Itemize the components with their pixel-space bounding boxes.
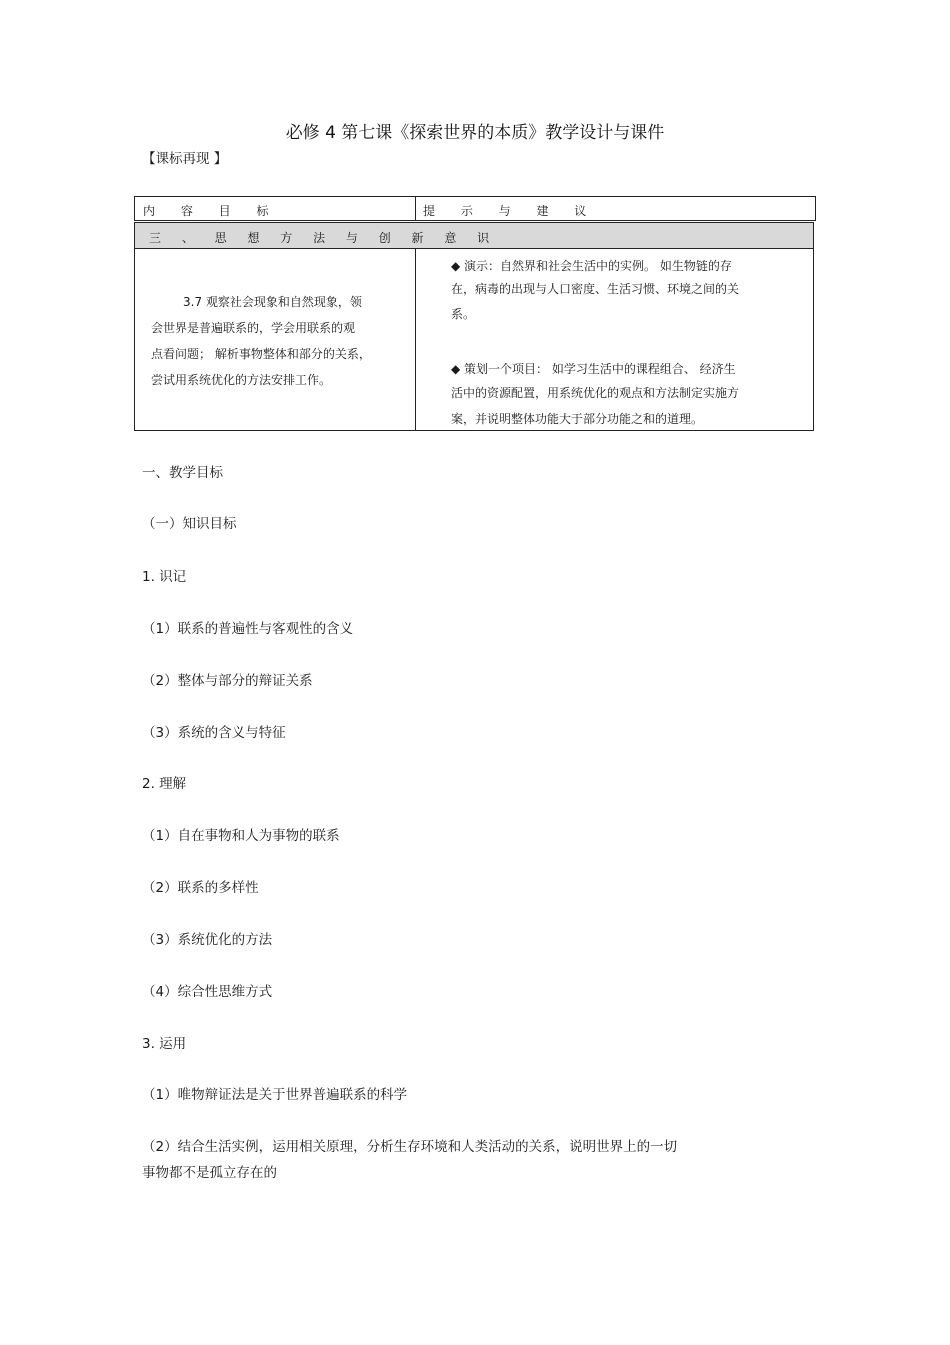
table-cell-line: 活中的资源配置，用系统优化的观点和方法制定实施方 [451,386,740,400]
list-item: （2）联系的多样性 [142,880,259,896]
table-cell-line: 系。 [451,307,476,321]
table-section-title: 三 、 思 想 方 法 与 创 新 意 识 [149,231,498,245]
table-column-divider [415,249,416,430]
list-item: （2）结合生活实例，运用相关原理，分析生存环境和人类活动的关系，说明世界上的一切 [142,1139,678,1155]
table-body-row [134,248,814,431]
table-cell-line: 在，病毒的出现与人口密度、生活习惯、环境之间的关 [451,282,740,296]
subheading-understand: 2. 理解 [142,776,187,792]
section-label-curriculum: 【课标再现 】 [142,151,228,167]
list-item-continuation: 事物都不是孤立存在的 [142,1165,277,1181]
list-item: （4）综合性思维方式 [142,984,273,1000]
subheading-memorize: 1. 识记 [142,569,187,585]
table-cell-line: 3.7 观察社会现象和自然现象，领 [183,295,362,309]
table-column-divider [415,197,416,220]
list-item: （1）自在事物和人为事物的联系 [142,828,340,844]
list-item: （3）系统优化的方法 [142,932,273,948]
heading-teaching-goals: 一、教学目标 [142,465,223,481]
table-header-content-goals: 内 容 目 标 [143,204,280,218]
table-cell-line: ◆ 演示：自然界和社会生活中的实例。 如生物链的存 [451,259,732,273]
subheading-knowledge-goals: （一）知识目标 [142,516,237,532]
list-item: （1）唯物辩证法是关于世界普遍联系的科学 [142,1087,408,1103]
table-header-row [134,196,816,221]
subheading-apply: 3. 运用 [142,1036,187,1052]
document-title: 必修 4 第七课《探索世界的本质》教学设计与课件 [285,123,665,143]
table-cell-line: 案，并说明整体功能大于部分功能之和的道理。 [451,412,704,426]
list-item: （3）系统的含义与特征 [142,725,286,741]
table-cell-line: 点看问题； 解析事物整体和部分的关系， [151,347,371,361]
list-item: （1）联系的普遍性与客观性的含义 [142,621,354,637]
table-section-row [134,222,814,249]
table-cell-line: 尝试用系统优化的方法安排工作。 [151,373,332,387]
table-cell-line: ◆ 策划一个项目： 如学习生活中的课程组合、 经济生 [451,362,736,376]
list-item: （2）整体与部分的辩证关系 [142,673,313,689]
table-header-suggestions: 提 示 与 建 议 [423,204,598,218]
table-cell-line: 会世界是普遍联系的，学会用联系的观 [151,321,356,335]
